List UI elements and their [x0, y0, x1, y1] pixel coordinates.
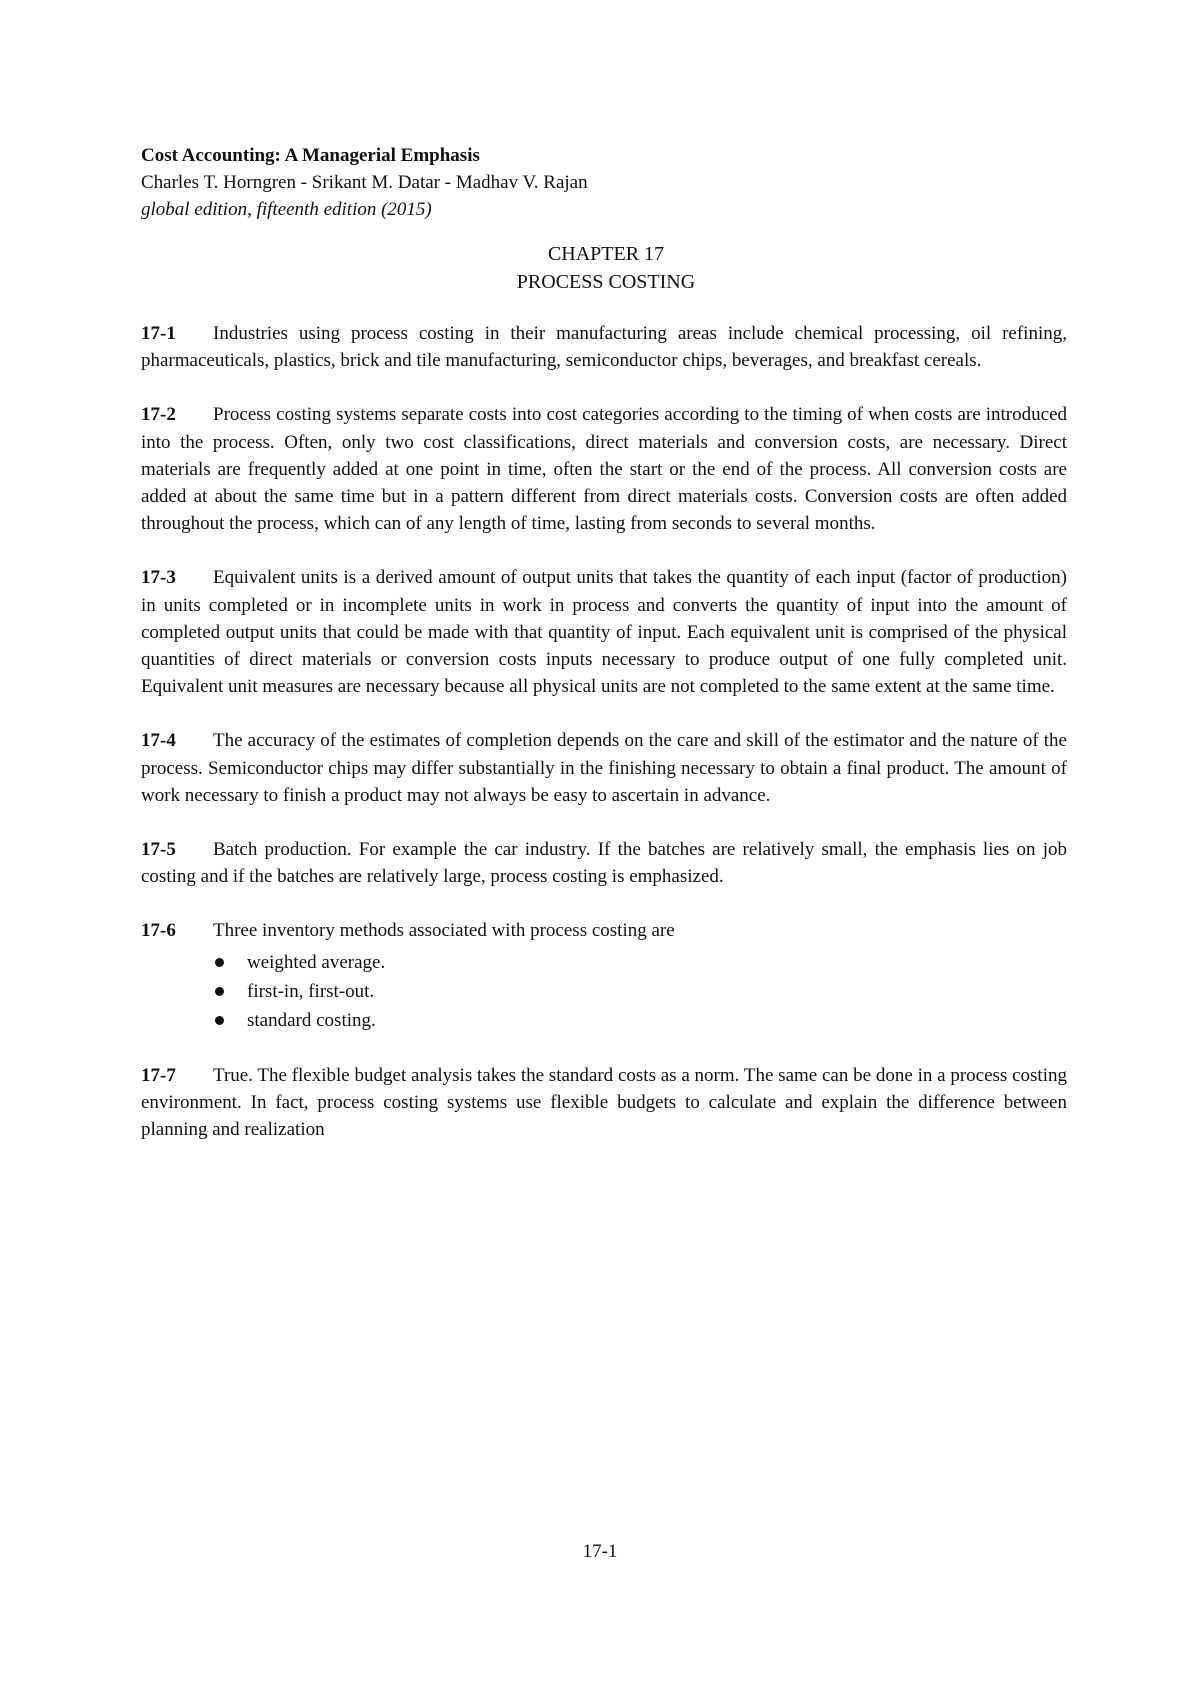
answer-list: [141, 320, 1067, 1170]
bullet-icon: [215, 987, 224, 996]
answer-number: 17-3: [141, 567, 176, 589]
book-authors: Charles T. Horngren - Srikant M. Datar - Madhav V. Rajan: [141, 172, 588, 193]
answer-number: 17-4: [141, 730, 176, 752]
bullet-icon: [215, 958, 224, 967]
list-item: [213, 1006, 1067, 1035]
answer-number: 17-5: [141, 839, 176, 861]
list-item-text: standard costing.: [247, 1009, 376, 1031]
book-header: [141, 142, 1071, 223]
chapter-title: PROCESS COSTING: [516, 271, 696, 293]
answer-17-5: [141, 836, 1067, 890]
answer-17-6: [141, 917, 1067, 1034]
answer-number: 17-7: [141, 1064, 176, 1086]
answer-text: The accuracy of the estimates of completion depends on the care and skill of the estimator and the nature of the process. Semiconductor chips may differ substantially in the finishing necessary to obtain a final product. The amount of work necessary to finish a product may not always be easy to ascertain in advance.: [141, 730, 1067, 806]
answer-text: Industries using process costing in their manufacturing areas include chemical processing, oil refining, pharmaceuticals, plastics, brick and tile manufacturing, semiconductor chips, beverages, and breakfast cereals.: [141, 323, 1067, 372]
list-item-text: weighted average.: [247, 951, 386, 973]
answer-text: Batch production. For example the car industry. If the batches are relatively small, the emphasis lies on job costing and if the batches are relatively large, process costing is emphasized.: [141, 839, 1067, 888]
book-title: Cost Accounting: A Managerial Emphasis: [141, 145, 480, 166]
answer-17-1: [141, 320, 1067, 374]
inventory-methods-list: [141, 948, 1067, 1035]
bullet-icon: [215, 1016, 224, 1025]
answer-text: Process costing systems separate costs into cost categories according to the timing of when costs are introduced into the process. Often, only two cost classifications, direct materials and conversion costs, are necessary. Direct materials are frequently added at one point in time, often the start or the end of the process. All conversion costs are added at about the same time but in a pattern different from direct materials costs. Conversion costs are often added throughout the process, which can of any length of time, lasting from seconds to several months.: [141, 404, 1067, 535]
answer-17-7: [141, 1062, 1067, 1144]
answer-number: 17-1: [141, 323, 176, 344]
answer-text: Equivalent units is a derived amount of output units that takes the quantity of each input (factor of production) in units completed or in incomplete units in work in process and converts the quantity of input into the amount of completed output units that could be made with that quantity of input. Each equivalent unit is comprised of the physical quantities of direct materials or conversion costs inputs necessary to produce output of one fully completed unit. Equivalent unit measures are necessary because all physical units are not completed to the same extent at the same time.: [141, 567, 1067, 698]
page-number: 17-1: [582, 1541, 618, 1562]
answer-text: Three inventory methods associated with process costing are: [213, 920, 675, 942]
answer-text: True. The flexible budget analysis takes the standard costs as a norm. The same can be done in a process costing environment. In fact, process costing systems use flexible budgets to calculate and explain the difference between planning and realization: [141, 1064, 1067, 1141]
chapter-label: CHAPTER 17: [547, 243, 665, 265]
list-item: [213, 948, 1067, 977]
answer-17-4: [141, 727, 1067, 809]
answer-number: 17-6: [141, 920, 176, 942]
answer-number: 17-2: [141, 404, 176, 426]
chapter-heading: [141, 240, 1071, 296]
list-item: [213, 977, 1067, 1006]
answer-17-3: [141, 564, 1067, 700]
book-edition: global edition, fifteenth edition (2015): [141, 199, 432, 220]
list-item-text: first-in, first-out.: [247, 980, 375, 1002]
answer-17-2: [141, 401, 1067, 537]
